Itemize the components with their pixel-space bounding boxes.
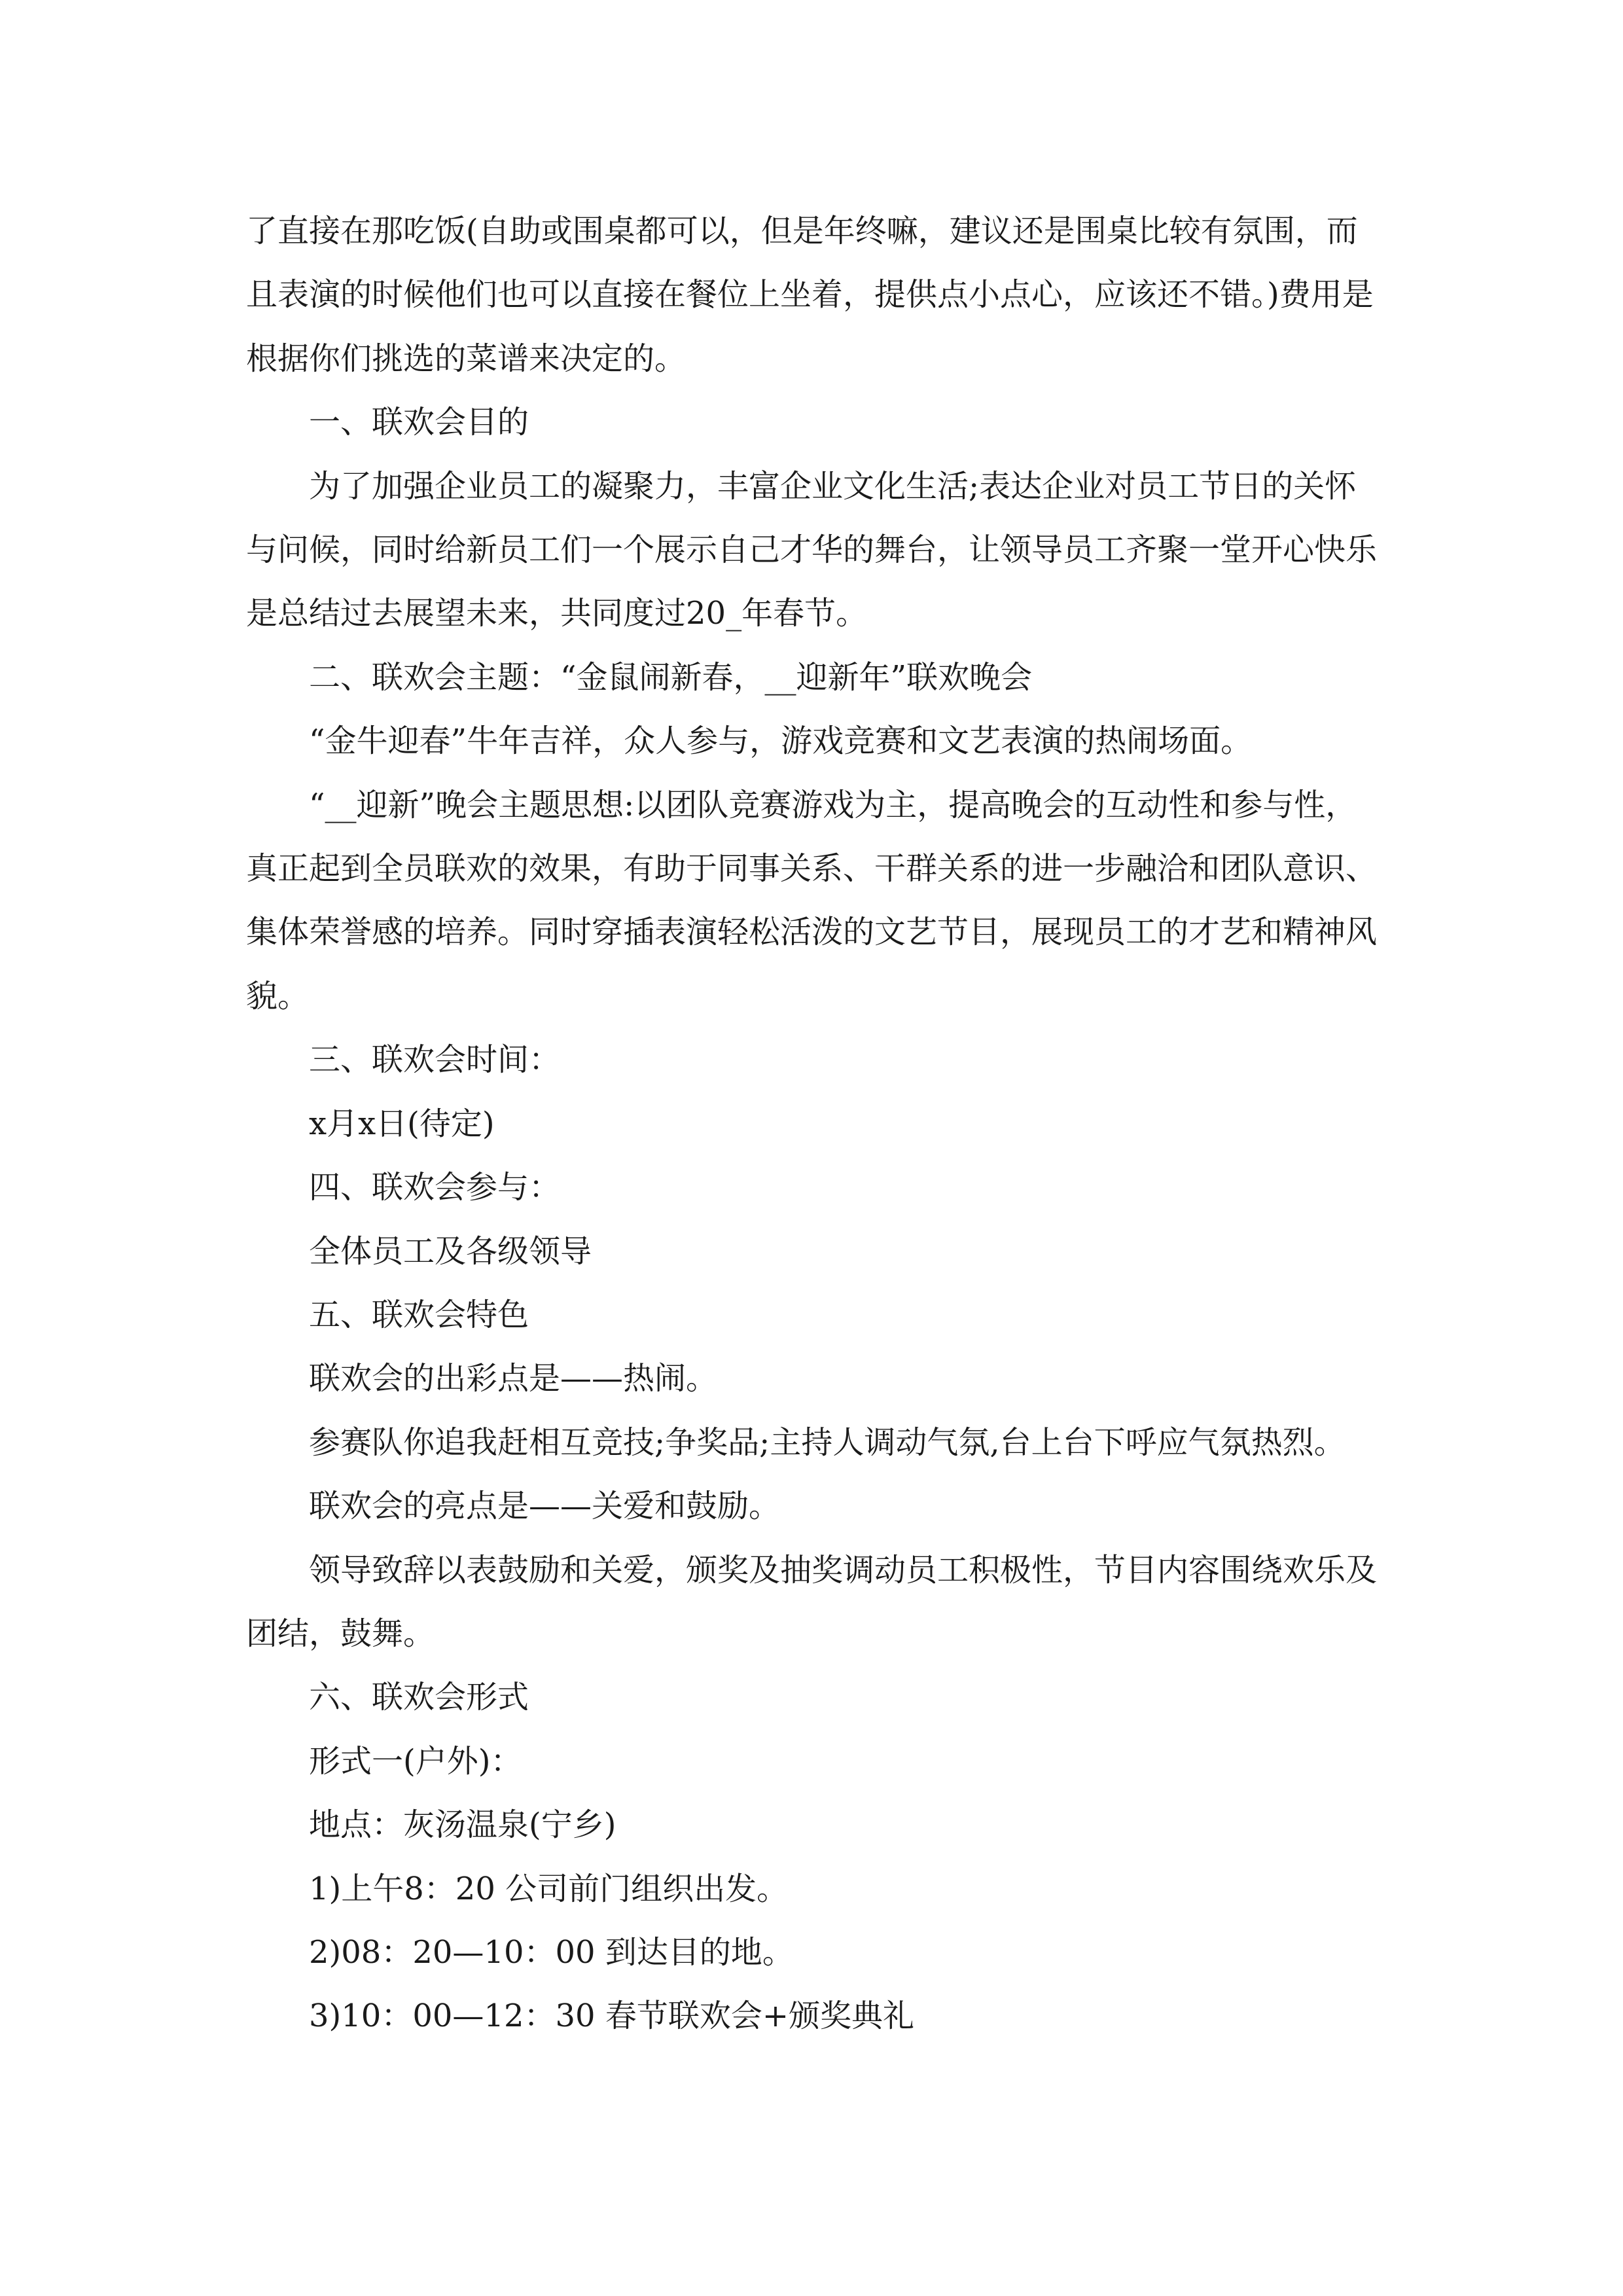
paragraph-features-2: 参赛队你追我赶相互竞技;争奖品;主持人调动气氛,台上台下呼应气氛热烈。	[309, 1424, 1346, 1461]
paragraph-time: x月x日(待定)	[309, 1105, 495, 1142]
paragraph-location: 地点：灰汤温泉(宁乡)	[309, 1806, 616, 1844]
heading-format: 六、联欢会形式	[309, 1679, 529, 1716]
paragraph-theme-2: “__迎新”晚会主题思想:以团队竞赛游戏为主，提高晚会的互动性和参与性，真正起到全员联欢的效果，有助于同事关系、干群关系的进一步融洽和团队意识、集体荣誉感的培养。同时穿插表演轻松活泼的文艺节目，展现员工的才艺和精神风貌。	[246, 786, 1378, 1014]
heading-theme: 二、联欢会主题：“金鼠闹新春，__迎新年”联欢晚会	[309, 658, 1033, 696]
schedule-item-1: 1)上午8：20 公司前门组织出发。	[309, 1870, 789, 1907]
schedule-item-2: 2)08：20—10：00 到达目的地。	[309, 1933, 794, 1971]
paragraph-features-1: 联欢会的出彩点是——热闹。	[309, 1360, 718, 1397]
paragraph-continuation: 了直接在那吃饭(自助或围桌都可以，但是年终嘛，建议还是围桌比较有氛围，而且表演的时候他们也可以直接在餐位上坐着，提供点小点心，应该还不错。)费用是根据你们挑选的菜谱来决定的。	[246, 213, 1374, 377]
schedule-item-3: 3)10：00—12：30 春节联欢会+颁奖典礼	[309, 1998, 915, 2035]
document-body	[246, 200, 1385, 2049]
heading-participants: 四、联欢会参与：	[309, 1169, 561, 1206]
paragraph-features-4: 领导致辞以表鼓励和关爱，颁奖及抽奖调动员工积极性，节目内容围绕欢乐及团结，鼓舞。	[246, 1551, 1378, 1652]
heading-time: 三、联欢会时间：	[309, 1041, 561, 1079]
paragraph-purpose: 为了加强企业员工的凝聚力，丰富企业文化生活;表达企业对员工节日的关怀与问候，同时给新员工们一个展示自己才华的舞台，让领导员工齐聚一堂开心快乐是总结过去展望未来，共同度过20_年春节。	[246, 467, 1378, 632]
paragraph-features-3: 联欢会的亮点是——关爱和鼓励。	[309, 1488, 781, 1525]
heading-features: 五、联欢会特色	[309, 1296, 529, 1333]
paragraph-format-1: 形式一(户外)：	[309, 1742, 522, 1780]
paragraph-participants: 全体员工及各级领导	[309, 1232, 592, 1270]
paragraph-theme-1: “金牛迎春”牛年吉祥，众人参与，游戏竞赛和文艺表演的热闹场面。	[309, 723, 1253, 760]
heading-purpose: 一、联欢会目的	[309, 404, 529, 441]
